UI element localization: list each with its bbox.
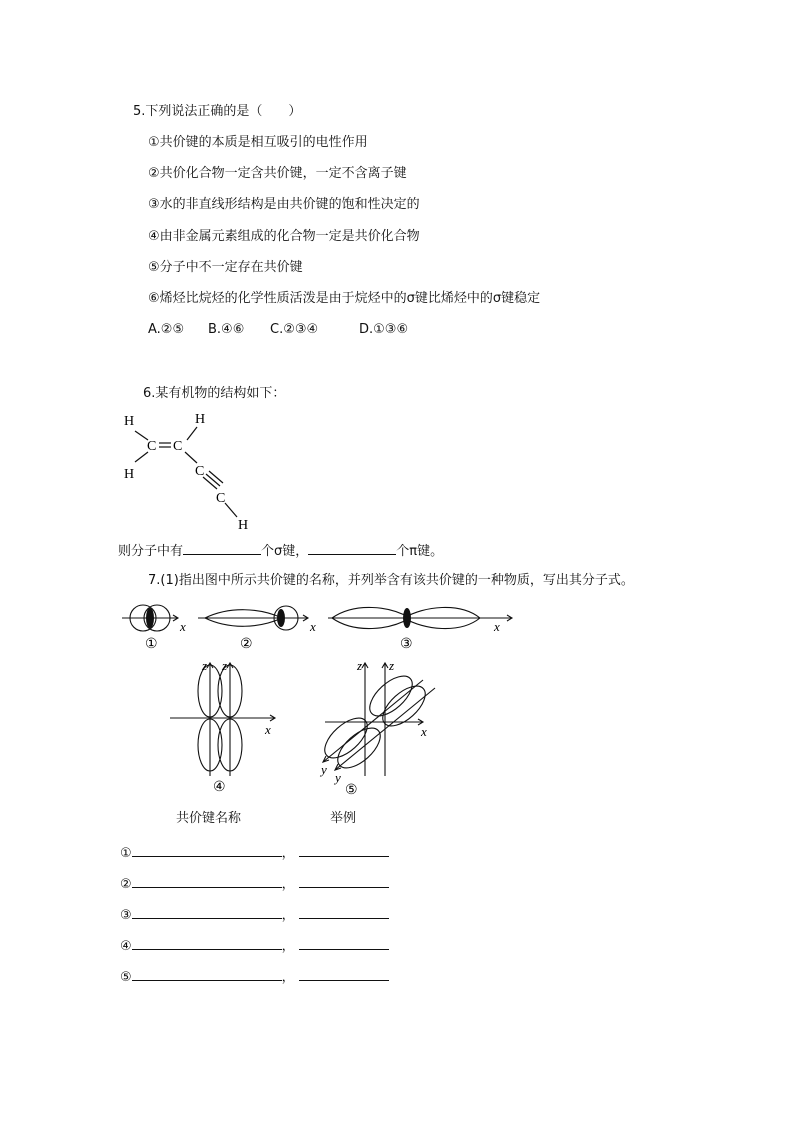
q5-item-6: ⑥烯烃比烷烃的化学性质活泼是由于烷烃中的σ键比烯烃中的σ键稳定: [148, 291, 541, 306]
atom-h1: H: [124, 414, 135, 429]
fig1-axis-x: x: [180, 619, 186, 634]
atom-c3: C: [195, 464, 205, 479]
q5-option-b: B.④⑥: [208, 322, 245, 337]
q5-option-d: D.①③⑥: [359, 322, 409, 337]
q6-stem: 6.某有机物的结构如下：: [143, 386, 286, 401]
q6-structure-formula: [115, 405, 265, 535]
q5-item-1: ①共价键的本质是相互吸引的电性作用: [148, 135, 368, 150]
fig-label-1: ①: [145, 637, 158, 652]
atom-h4: H: [238, 518, 249, 533]
q5-item-3: ③水的非直线形结构是由共价键的饱和性决定的: [148, 197, 420, 212]
q7-answer-row-5: [120, 968, 389, 986]
q5-option-c: C.②③④: [270, 322, 319, 337]
q7-stem: 7.(1)指出图中所示共价键的名称，并列举含有该共价键的一种物质，写出其分子式。: [148, 573, 634, 588]
fig5-axis-y1: y: [321, 762, 327, 777]
q5-item-5: ⑤分子中不一定存在共价键: [148, 260, 303, 275]
q7-orbital-diagrams-top: [120, 598, 520, 654]
q7-row-label: ③: [120, 908, 132, 923]
q7-row-separator: ，: [281, 970, 295, 985]
q7-row-1-example-blank[interactable]: [299, 844, 389, 857]
q7-header-name: 共价键名称: [176, 811, 242, 826]
q7-answer-row-2: [120, 875, 389, 893]
q7-row-label: ⑤: [120, 970, 132, 985]
fig-label-3: ③: [400, 637, 413, 652]
atom-h3: H: [124, 467, 135, 482]
q7-row-separator: ，: [281, 877, 295, 892]
fig5-axis-x: x: [421, 724, 427, 739]
q5-item-4: ④由非金属元素组成的化合物一定是共价化合物: [148, 229, 420, 244]
q7-row-3-name-blank[interactable]: [132, 906, 282, 919]
q5-option-a: A.②⑤: [148, 322, 185, 337]
q7-orbital-diagrams-bottom: [165, 658, 455, 798]
q7-row-4-example-blank[interactable]: [299, 937, 389, 950]
q7-row-2-name-blank[interactable]: [132, 875, 282, 888]
fig4-axis-z1: z: [202, 658, 208, 673]
fig5-axis-y2: y: [335, 770, 341, 785]
q7-row-separator: ，: [281, 939, 295, 954]
fig5-axis-z2: z: [389, 658, 395, 673]
fig4-axis-z2: z: [222, 658, 228, 673]
q6-answer-line: [118, 542, 443, 560]
atom-c1: C: [147, 439, 157, 454]
q7-row-label: ①: [120, 846, 132, 861]
q7-row-3-example-blank[interactable]: [299, 906, 389, 919]
atom-c2: C: [173, 439, 183, 454]
fig-label-2: ②: [240, 637, 253, 652]
atom-c4: C: [216, 491, 226, 506]
q5-stem: 5.下列说法正确的是（ ）: [133, 104, 302, 119]
fig4-axis-x: x: [265, 722, 271, 737]
q6-pi-suffix: 个π键。: [396, 544, 444, 559]
q7-header-example: 举例: [330, 811, 357, 826]
fig5-axis-z1: z: [357, 658, 363, 673]
q7-row-1-name-blank[interactable]: [132, 844, 282, 857]
q7-answer-row-1: [120, 844, 389, 862]
q7-row-5-example-blank[interactable]: [299, 968, 389, 981]
q7-row-separator: ，: [281, 908, 295, 923]
fig-label-4: ④: [213, 780, 226, 795]
q6-pi-blank[interactable]: [308, 542, 396, 555]
fig-label-5: ⑤: [345, 783, 358, 798]
q6-answer-prefix: 则分子中有: [118, 544, 184, 559]
q7-row-separator: ，: [281, 846, 295, 861]
q7-row-label: ②: [120, 877, 132, 892]
fig3-axis-x: x: [494, 619, 500, 634]
q7-answer-row-4: [120, 937, 389, 955]
q7-row-label: ④: [120, 939, 132, 954]
q5-item-2: ②共价化合物一定含共价键，一定不含离子键: [148, 166, 407, 181]
atom-h2: H: [195, 412, 206, 427]
q7-row-5-name-blank[interactable]: [132, 968, 282, 981]
fig2-axis-x: x: [310, 619, 316, 634]
q6-sigma-blank[interactable]: [183, 542, 261, 555]
q7-row-2-example-blank[interactable]: [299, 875, 389, 888]
q7-answer-row-3: [120, 906, 389, 924]
q6-sigma-suffix: 个σ键，: [261, 544, 309, 559]
q7-row-4-name-blank[interactable]: [132, 937, 282, 950]
